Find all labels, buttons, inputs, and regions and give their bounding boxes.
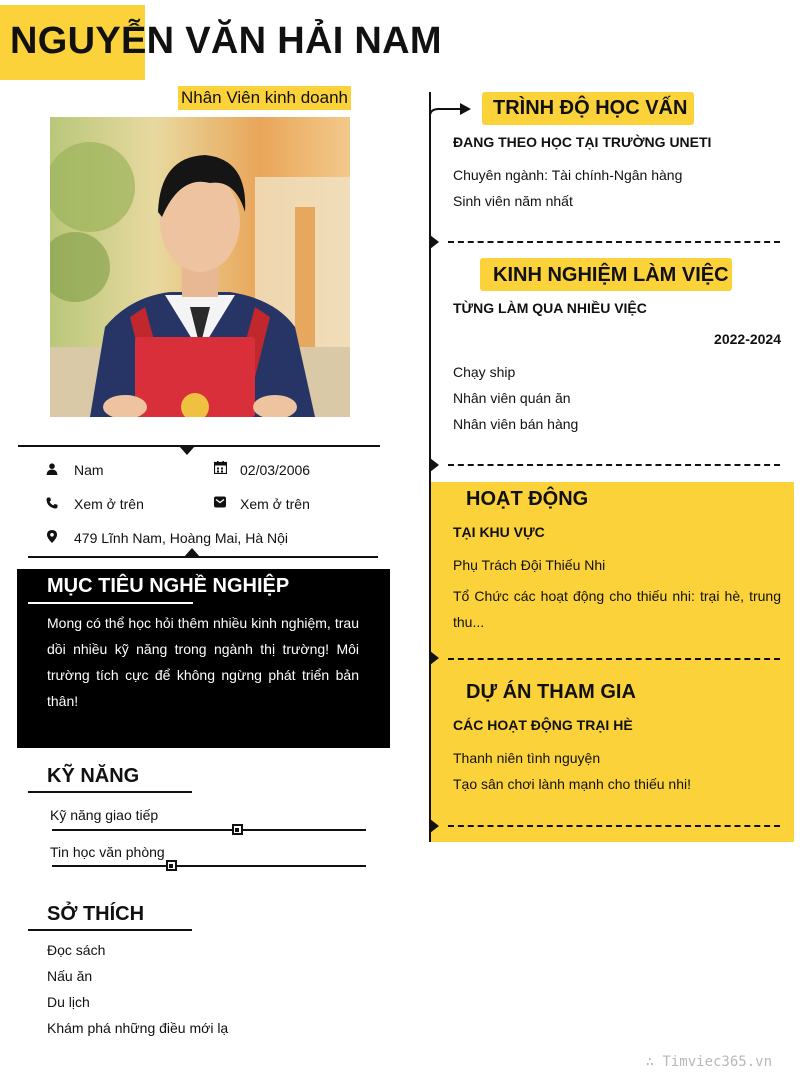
experience-line: Nhân viên quán ăn <box>453 390 571 406</box>
person-icon <box>46 462 60 476</box>
hobby-item: Nấu ăn <box>47 968 93 984</box>
experience-subtitle: TỪNG LÀM QUA NHIỀU VIỆC <box>453 300 647 316</box>
phone-icon <box>46 496 60 510</box>
hobby-item: Du lịch <box>47 994 90 1010</box>
info-bottom-divider <box>28 556 378 558</box>
location-icon <box>47 530 61 544</box>
activities-title: HOẠT ĐỘNG <box>466 488 589 510</box>
phone-value: Xem ở trên <box>74 496 144 512</box>
caret-down-icon <box>179 446 195 455</box>
education-subtitle: ĐANG THEO HỌC TẠI TRƯỜNG UNETI <box>453 134 712 150</box>
projects-line: Tạo sân chơi lành mạnh cho thiếu nhi! <box>453 776 691 792</box>
info-top-divider <box>18 445 380 447</box>
timeline-marker-icon <box>430 651 439 665</box>
arrow-right-icon <box>429 100 473 127</box>
skill-label: Kỹ năng giao tiếp <box>50 807 159 823</box>
timeline-marker-icon <box>430 819 439 833</box>
skills-title: KỸ NĂNG <box>47 765 140 787</box>
profile-photo <box>50 117 350 417</box>
activities-line: Tổ Chức các hoạt động cho thiếu nhi: trại hè, trung thu... <box>453 588 781 630</box>
section-divider <box>448 464 780 466</box>
skill-bar <box>52 865 366 867</box>
skill-level-marker <box>232 824 243 835</box>
projects-title: DỰ ÁN THAM GIA <box>466 681 636 703</box>
skill-bar <box>52 829 366 831</box>
skills-title-underline <box>28 791 192 793</box>
career-title-underline <box>28 602 193 604</box>
email-icon <box>214 495 228 509</box>
career-objective-title: MỤC TIÊU NGHỀ NGHIỆP <box>47 575 290 597</box>
candidate-name: NGUYỄN VĂN HẢI NAM <box>10 20 442 62</box>
hobby-item: Khám phá những điều mới lạ <box>47 1020 229 1036</box>
hobbies-title-underline <box>28 929 192 931</box>
email-value: Xem ở trên <box>240 496 310 512</box>
experience-line: Chạy ship <box>453 364 516 380</box>
activities-line: Phụ Trách Đội Thiếu Nhi <box>453 557 606 573</box>
experience-period: 2022-2024 <box>714 331 781 347</box>
skill-label: Tin học văn phòng <box>50 844 165 860</box>
career-objective-text: Mong có thể học hỏi thêm nhiều kinh nghiệm, trau dồi nhiều kỹ năng trong ngành thị trường! Môi trường tích cực để không ngừng phát triển bản thân! <box>47 615 359 709</box>
experience-title: KINH NGHIỆM LÀM VIỆC <box>493 264 729 286</box>
section-divider <box>448 241 780 243</box>
experience-line: Nhân viên bán hàng <box>453 416 579 432</box>
timeline-marker-icon <box>430 235 439 249</box>
skill-level-marker <box>166 860 177 871</box>
birthday-value: 02/03/2006 <box>240 462 311 478</box>
activities-subtitle: TẠI KHU VỰC <box>453 524 545 540</box>
education-line: Sinh viên năm nhất <box>453 193 573 209</box>
timeline-marker-icon <box>430 458 439 472</box>
address-value: 479 Lĩnh Nam, Hoàng Mai, Hà Nội <box>74 530 288 546</box>
section-divider <box>448 658 780 660</box>
calendar-icon <box>214 461 228 475</box>
education-title: TRÌNH ĐỘ HỌC VẤN <box>493 97 688 119</box>
section-divider <box>448 825 780 827</box>
job-title: Nhân Viên kinh doanh <box>178 86 351 110</box>
education-line: Chuyên ngành: Tài chính-Ngân hàng <box>453 167 683 183</box>
projects-line: Thanh niên tình nguyện <box>453 750 601 766</box>
gender-value: Nam <box>74 462 104 478</box>
hobby-item: Đọc sách <box>47 942 106 958</box>
watermark: ∴ Timviec365.vn <box>645 1054 772 1070</box>
hobbies-title: SỞ THÍCH <box>47 903 145 925</box>
projects-subtitle: CÁC HOẠT ĐỘNG TRẠI HÈ <box>453 717 633 733</box>
